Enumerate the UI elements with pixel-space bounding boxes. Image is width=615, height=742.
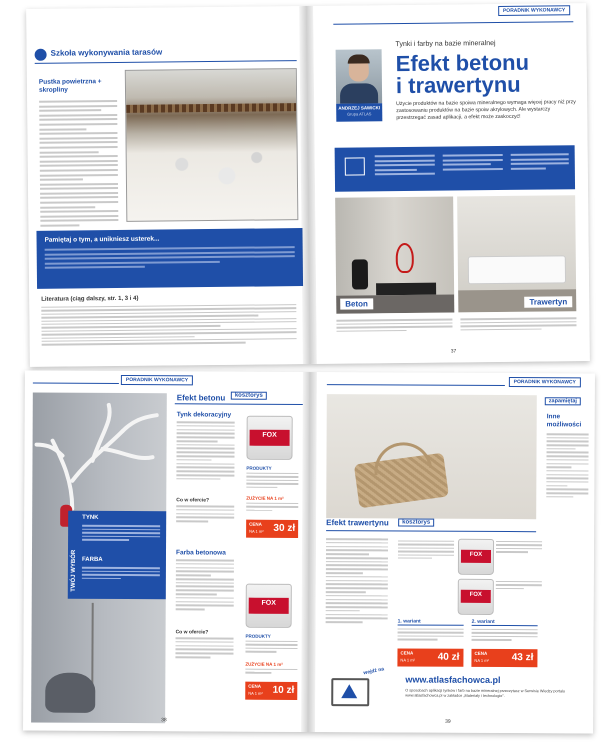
zuzycie-list-1 [246, 503, 298, 513]
price-box-2 [245, 682, 297, 700]
section-rule [175, 403, 303, 405]
remember-label: zapamiętaj [548, 398, 577, 405]
koszt-tab [231, 392, 267, 400]
offer-question-2: Co w ofercie? [175, 629, 209, 636]
info-col-3 [511, 153, 569, 172]
koszt-tab [398, 518, 434, 526]
remember-tab [545, 397, 581, 405]
price-value-1: 30 zł [273, 522, 296, 534]
tag-rule [33, 383, 119, 384]
author-hair [348, 54, 370, 63]
trawertyn-label: Trawertyn [524, 296, 572, 307]
product-table-right-2 [496, 581, 542, 591]
cena-unit: NA 1 m² [249, 528, 264, 534]
travertine-text [326, 538, 388, 625]
farba-text [82, 567, 160, 582]
monitor-logo [341, 684, 357, 698]
author-photo [336, 49, 383, 103]
section-title: Efekt betonu [176, 393, 226, 403]
info-col-2 [443, 154, 503, 173]
side-label-farba: FARBA [81, 556, 103, 563]
cena-label: CENA [400, 650, 414, 656]
trawertyn-photo [457, 195, 576, 312]
rebar-strip [126, 103, 296, 113]
right-page-bottom [315, 372, 595, 733]
price-box-3 [397, 648, 463, 666]
section-title: Efekt trawertynu [326, 518, 389, 528]
product2-title: Farba betonowa [175, 549, 226, 557]
fox-label: FOX [461, 550, 491, 563]
cena-label: CENA [249, 521, 262, 527]
fox-bucket-4 [458, 579, 494, 615]
callout-box [36, 228, 303, 289]
bottom-text-1 [336, 318, 452, 333]
page-number: 38 [161, 717, 167, 724]
price-box-1 [246, 520, 298, 538]
pouf [45, 673, 95, 713]
author-company: Grupa ATLAS [347, 111, 372, 117]
header-badge [35, 49, 47, 61]
cena-unit: NA 1 m² [248, 690, 263, 696]
literature-title: Literatura (ciąg dalszy, str. 1, 3 i 4) [41, 295, 139, 303]
tynk-text [82, 525, 160, 543]
zuzycie-label-1: ZUŻYCIE NA 1 m² [246, 495, 284, 501]
offer-question-1: Co w ofercie? [176, 497, 210, 504]
price-value-4: 43 zł [511, 652, 534, 664]
price-box-4 [471, 649, 537, 667]
website-link[interactable]: www.atlasfachowca.pl [405, 674, 501, 686]
side-label-vertical: TWÓJ WYBÓR [70, 549, 78, 592]
price-value-2: 10 zł [272, 684, 295, 696]
wejdz-label: wejdź na [362, 666, 385, 677]
fox-bucket-1 [246, 416, 292, 460]
cena-label: CENA [248, 683, 262, 689]
fox-bucket-3 [458, 539, 494, 575]
info-banner [335, 145, 575, 192]
product-list-1 [246, 473, 298, 490]
tag-rule [333, 21, 573, 25]
tag-rule [327, 384, 505, 386]
literature-list [41, 304, 296, 347]
cena-label: CENA [474, 650, 488, 656]
offer-text-2 [175, 637, 233, 660]
fox-bucket-2 [246, 584, 292, 628]
page-number: 37 [450, 348, 457, 355]
variant-1: 1. wariant [398, 618, 464, 625]
price-value-3: 40 zł [437, 651, 460, 663]
article-title-1: Efekt betonu [395, 49, 530, 77]
offer-text-1 [176, 505, 234, 524]
page-header: Szkoła wykonywania tarasów [50, 47, 163, 58]
bottom-spread [23, 371, 595, 734]
beton-label: Beton [340, 298, 373, 309]
product2-text [176, 559, 234, 612]
white-sofa [468, 255, 566, 284]
product1-title: Tynk dekoracyjny [176, 411, 232, 419]
variant-2: 2. wariant [472, 619, 538, 626]
page-number: 39 [445, 718, 451, 725]
coral-decoration [32, 401, 167, 512]
products-label-2: PRODUKTY [245, 633, 271, 639]
article-lead: Użycie produktów na bazie spoiwa mineralnego wymaga więcej pracy niż przy zastosowaniu produktów na bazie spoiw akrylowych. Ale wystarczy przestrzegać zasad aplikacji, a efekt może zaskoczyć! [396, 99, 576, 122]
monitor-icon [331, 678, 369, 706]
variant-2-list [472, 629, 538, 643]
left-page-bottom [23, 371, 309, 732]
zuzycie-label-2: ZUŻYCIE NA 1 m² [245, 661, 283, 667]
fox-label: FOX [250, 429, 290, 445]
body-text [39, 100, 118, 229]
product-table-right [496, 541, 542, 555]
fox-label: FOX [461, 590, 491, 603]
black-cabinet [376, 283, 436, 296]
info-icon [345, 157, 365, 175]
fox-label: FOX [249, 597, 289, 613]
koszt-label: kosztorys [402, 519, 431, 526]
red-ornament [396, 243, 414, 273]
cena-unit: NA 1 m² [474, 657, 489, 663]
product1-text [176, 421, 234, 482]
section-tag: PORADNIK WYKONAWCY [509, 377, 581, 387]
inne-title: Inne możliwości [546, 413, 582, 429]
section-photo [125, 68, 299, 222]
article-title-2: i trawertynu [395, 71, 521, 99]
right-page-top [313, 3, 590, 364]
top-spread [26, 3, 590, 367]
section-tag: PORADNIK WYKONAWCY [498, 5, 570, 16]
cena-unit: NA 1 m² [400, 657, 415, 663]
left-page-top [26, 6, 310, 367]
inne-text [546, 433, 588, 500]
product-list-2 [245, 641, 297, 655]
koszt-label: kosztorys [234, 392, 263, 399]
bottom-text-2 [460, 317, 576, 332]
kicker: Tynki i farby na bazie mineralnej [395, 40, 496, 49]
zuzycie-list-2 [245, 669, 297, 676]
callout-title: Pamiętaj o tym, a unikniesz usterek... [44, 235, 160, 244]
concrete-debris [137, 139, 288, 201]
travertine-photo [326, 394, 537, 519]
info-col-1 [375, 155, 435, 179]
callout-text [45, 246, 295, 272]
author-box [336, 103, 382, 121]
beton-photo [335, 196, 454, 313]
section-tag: PORADNIK WYKONAWCY [121, 375, 193, 385]
header-rule [35, 60, 297, 64]
section-title: Pustka powietrzna + skropliny [38, 78, 102, 94]
products-label-1: PRODUKTY [246, 465, 272, 471]
side-label-tynk: TYNK [82, 514, 99, 521]
product-table-left [398, 540, 454, 561]
section-rule [326, 530, 536, 532]
choice-box [68, 511, 166, 600]
footer-note: O sposobach aplikacji tynków i farb na bazie mineralnej przeczytasz w Serwisie Wiedzy portalu www.atlasfachowca.pl w zakładce „Materiały i technologie”. [405, 688, 566, 699]
variant-1-list [398, 628, 464, 642]
author-name: ANDRZEJ SAWICKI [338, 105, 381, 111]
black-vase [352, 259, 368, 289]
author-shirt [340, 83, 378, 103]
